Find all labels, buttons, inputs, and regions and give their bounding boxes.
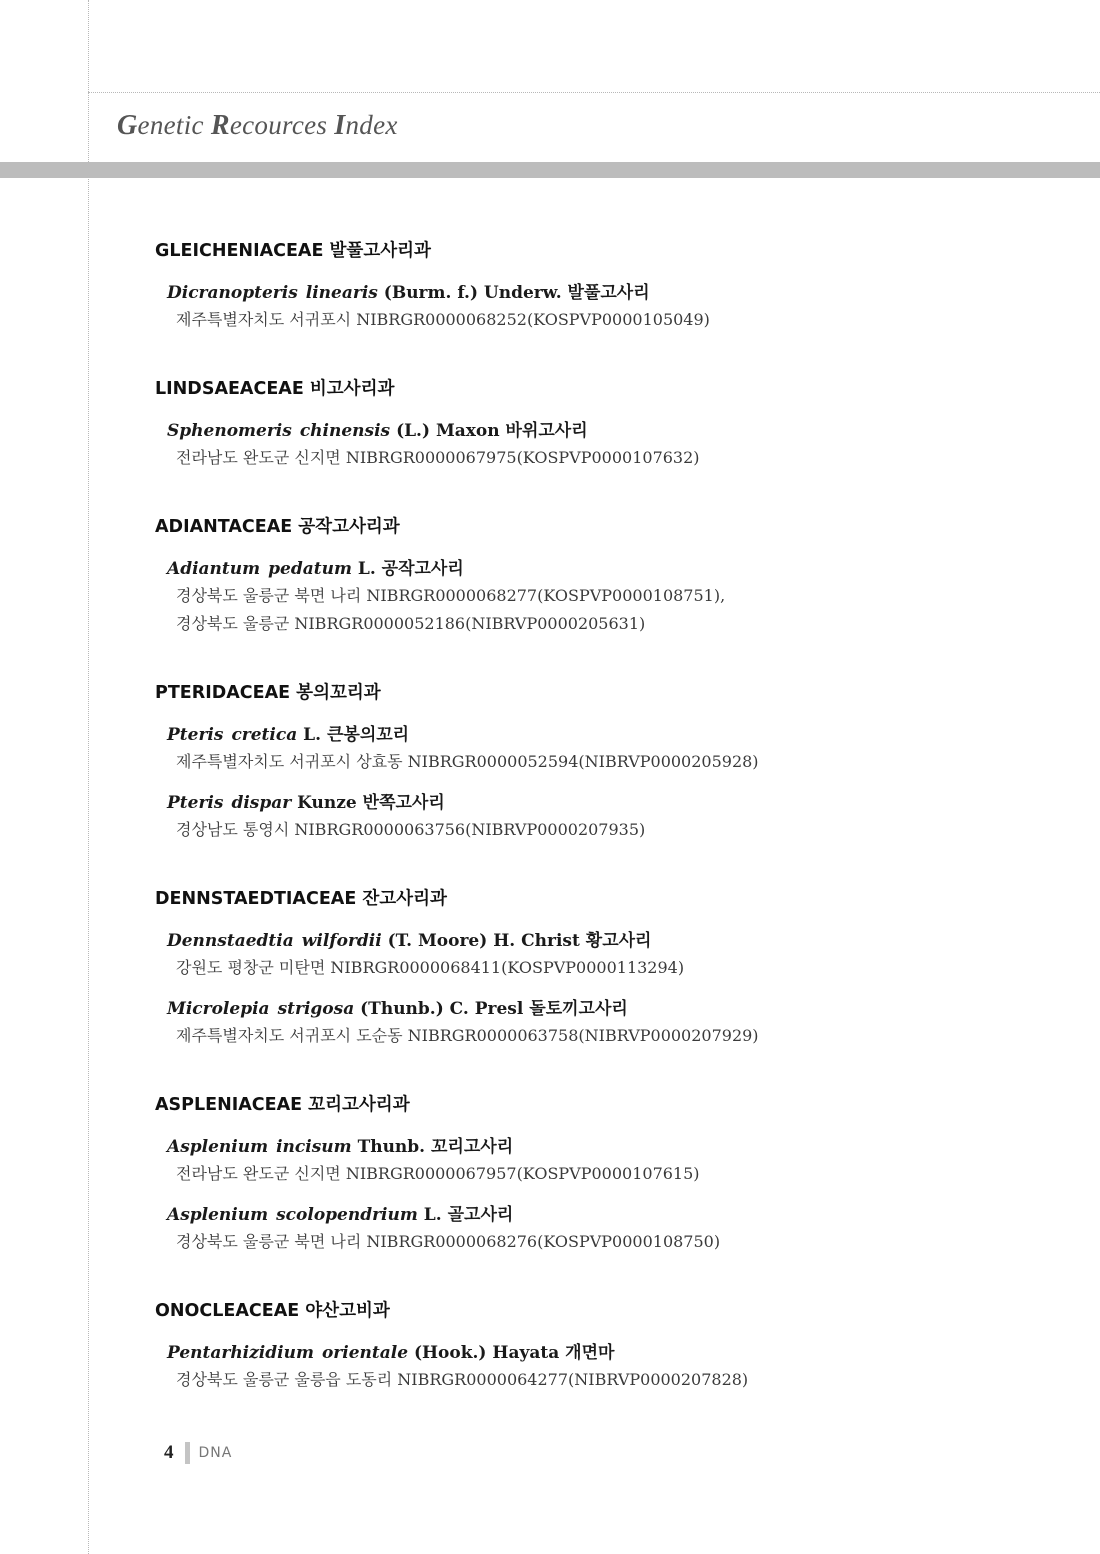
species-epithet: incisum <box>276 1137 352 1157</box>
author-citation: L. <box>423 1205 442 1225</box>
family-name: LINDSAEACEAE 비고사리과 <box>155 379 395 399</box>
locality-record: 경상북도 울릉군 북면 나리 NIBRGR0000068276(KOSPVP0000108750) <box>176 1232 721 1251</box>
korean-name: 황고사리 <box>585 931 652 951</box>
family-section <box>155 512 1055 638</box>
korean-name: 반쪽고사리 <box>362 793 445 813</box>
species-entry <box>155 928 1055 982</box>
family-name: ONOCLEACEAE 야산고비과 <box>155 1301 390 1321</box>
family-name: DENNSTAEDTIACEAE 잔고사리과 <box>155 889 447 909</box>
scientific-name <box>167 1343 408 1363</box>
locality-record: 제주특별자치도 서귀포시 도순동 NIBRGR0000063758(NIBRVP0000207929) <box>176 1026 759 1045</box>
korean-name: 돌토끼고사리 <box>529 999 628 1019</box>
scientific-name <box>167 1205 418 1225</box>
footer-label: DNA <box>198 1445 233 1461</box>
species-epithet: orientale <box>321 1343 409 1363</box>
author-citation: (L.) Maxon <box>396 421 500 441</box>
footer-divider <box>185 1442 190 1464</box>
scientific-name <box>167 421 390 441</box>
genus: Pteris <box>167 793 224 813</box>
header-word: Recources <box>210 110 328 141</box>
species-epithet: cretica <box>231 725 298 745</box>
genus: Pentarhizidium <box>167 1343 314 1363</box>
species-epithet: linearis <box>305 283 378 303</box>
korean-name: 개면마 <box>565 1343 615 1363</box>
species-name-line <box>155 1134 1055 1160</box>
header-word: Genetic <box>117 110 204 141</box>
genus: Dicranopteris <box>167 283 298 303</box>
family-name: ADIANTACEAE 공작고사리과 <box>155 517 400 537</box>
species-entry <box>155 1134 1055 1188</box>
genus: Adiantum <box>167 559 261 579</box>
author-citation: L. <box>303 725 322 745</box>
family-section <box>155 236 1055 334</box>
species-name-line <box>155 418 1055 444</box>
author-citation: Kunze <box>297 793 357 813</box>
korean-name: 꼬리고사리 <box>431 1137 514 1157</box>
species-epithet: chinensis <box>299 421 391 441</box>
species-entry <box>155 418 1055 472</box>
locality-record: 제주특별자치도 서귀포시 상효동 NIBRGR0000052594(NIBRVP0000205928) <box>176 752 759 771</box>
korean-name: 바위고사리 <box>505 421 588 441</box>
scientific-name <box>167 999 354 1019</box>
family-section <box>155 884 1055 1050</box>
species-name-line <box>155 280 1055 306</box>
genus: Asplenium <box>167 1205 269 1225</box>
locality-record: 경상남도 통영시 NIBRGR0000063756(NIBRVP0000207935) <box>176 820 646 839</box>
scientific-name <box>167 1137 352 1157</box>
species-entry <box>155 280 1055 334</box>
author-citation: L. <box>357 559 376 579</box>
author-citation: (Hook.) Hayata <box>413 1343 560 1363</box>
korean-name: 발풀고사리 <box>567 283 650 303</box>
species-name-line <box>155 556 1055 582</box>
author-citation: (Thunb.) C. Presl <box>360 999 524 1019</box>
species-epithet: strigosa <box>277 999 355 1019</box>
species-epithet: scolopendrium <box>276 1205 418 1225</box>
family-section <box>155 374 1055 472</box>
scientific-name <box>167 283 378 303</box>
genus: Microlepia <box>167 999 270 1019</box>
locality-record: 경상북도 울릉군 울릉읍 도동리 NIBRGR0000064277(NIBRVP0000207828) <box>176 1370 749 1389</box>
genus: Dennstaedtia <box>167 931 294 951</box>
species-epithet: pedatum <box>268 559 352 579</box>
scientific-name <box>167 931 382 951</box>
species-entry <box>155 556 1055 638</box>
family-name: PTERIDACEAE 봉의꼬리과 <box>155 683 381 703</box>
scientific-name <box>167 559 352 579</box>
header-word: Index <box>334 110 398 141</box>
family-name: ASPLENIACEAE 꼬리고사리과 <box>155 1095 410 1115</box>
locality-record: 전라남도 완도군 신지면 NIBRGR0000067975(KOSPVP0000107632) <box>176 448 700 467</box>
page-number: 4 <box>164 1442 174 1463</box>
index-content <box>155 236 1055 1434</box>
species-entry <box>155 722 1055 776</box>
species-name-line <box>155 996 1055 1022</box>
author-citation: (Burm. f.) Underw. <box>383 283 562 303</box>
family-section <box>155 1090 1055 1256</box>
header-divider-bar <box>0 162 1100 178</box>
species-name-line <box>155 790 1055 816</box>
species-name-line <box>155 722 1055 748</box>
scientific-name <box>167 725 297 745</box>
family-section <box>155 1296 1055 1394</box>
author-citation: (T. Moore) H. Christ <box>387 931 580 951</box>
margin-guide-horizontal <box>88 92 1100 93</box>
species-epithet: wilfordii <box>301 931 382 951</box>
genus: Pteris <box>167 725 224 745</box>
species-name-line <box>155 1202 1055 1228</box>
locality-record: 경상북도 울릉군 북면 나리 NIBRGR0000068277(KOSPVP0000108751), <box>176 586 726 605</box>
species-entry <box>155 790 1055 844</box>
author-citation: Thunb. <box>357 1137 426 1157</box>
species-entry <box>155 1340 1055 1394</box>
page-footer <box>164 1440 232 1466</box>
genus: Sphenomeris <box>167 421 292 441</box>
locality-record: 경상북도 울릉군 NIBRGR0000052186(NIBRVP0000205631) <box>176 614 646 633</box>
locality-record: 강원도 평창군 미탄면 NIBRGR0000068411(KOSPVP0000113294) <box>176 958 685 977</box>
species-name-line <box>155 928 1055 954</box>
margin-guide-vertical <box>88 0 89 1554</box>
species-epithet: dispar <box>231 793 292 813</box>
korean-name: 큰봉의꼬리 <box>326 725 410 745</box>
locality-record: 제주특별자치도 서귀포시 NIBRGR0000068252(KOSPVP0000105049) <box>176 310 710 329</box>
korean-name: 공작고사리 <box>381 559 464 579</box>
species-name-line <box>155 1340 1055 1366</box>
locality-record: 전라남도 완도군 신지면 NIBRGR0000067957(KOSPVP0000107615) <box>176 1164 700 1183</box>
family-name: GLEICHENIACEAE 발풀고사리과 <box>155 241 431 261</box>
genus: Asplenium <box>167 1137 269 1157</box>
species-entry <box>155 1202 1055 1256</box>
family-section <box>155 678 1055 844</box>
scientific-name <box>167 793 291 813</box>
species-entry <box>155 996 1055 1050</box>
running-header-title <box>117 110 398 142</box>
korean-name: 골고사리 <box>447 1205 514 1225</box>
